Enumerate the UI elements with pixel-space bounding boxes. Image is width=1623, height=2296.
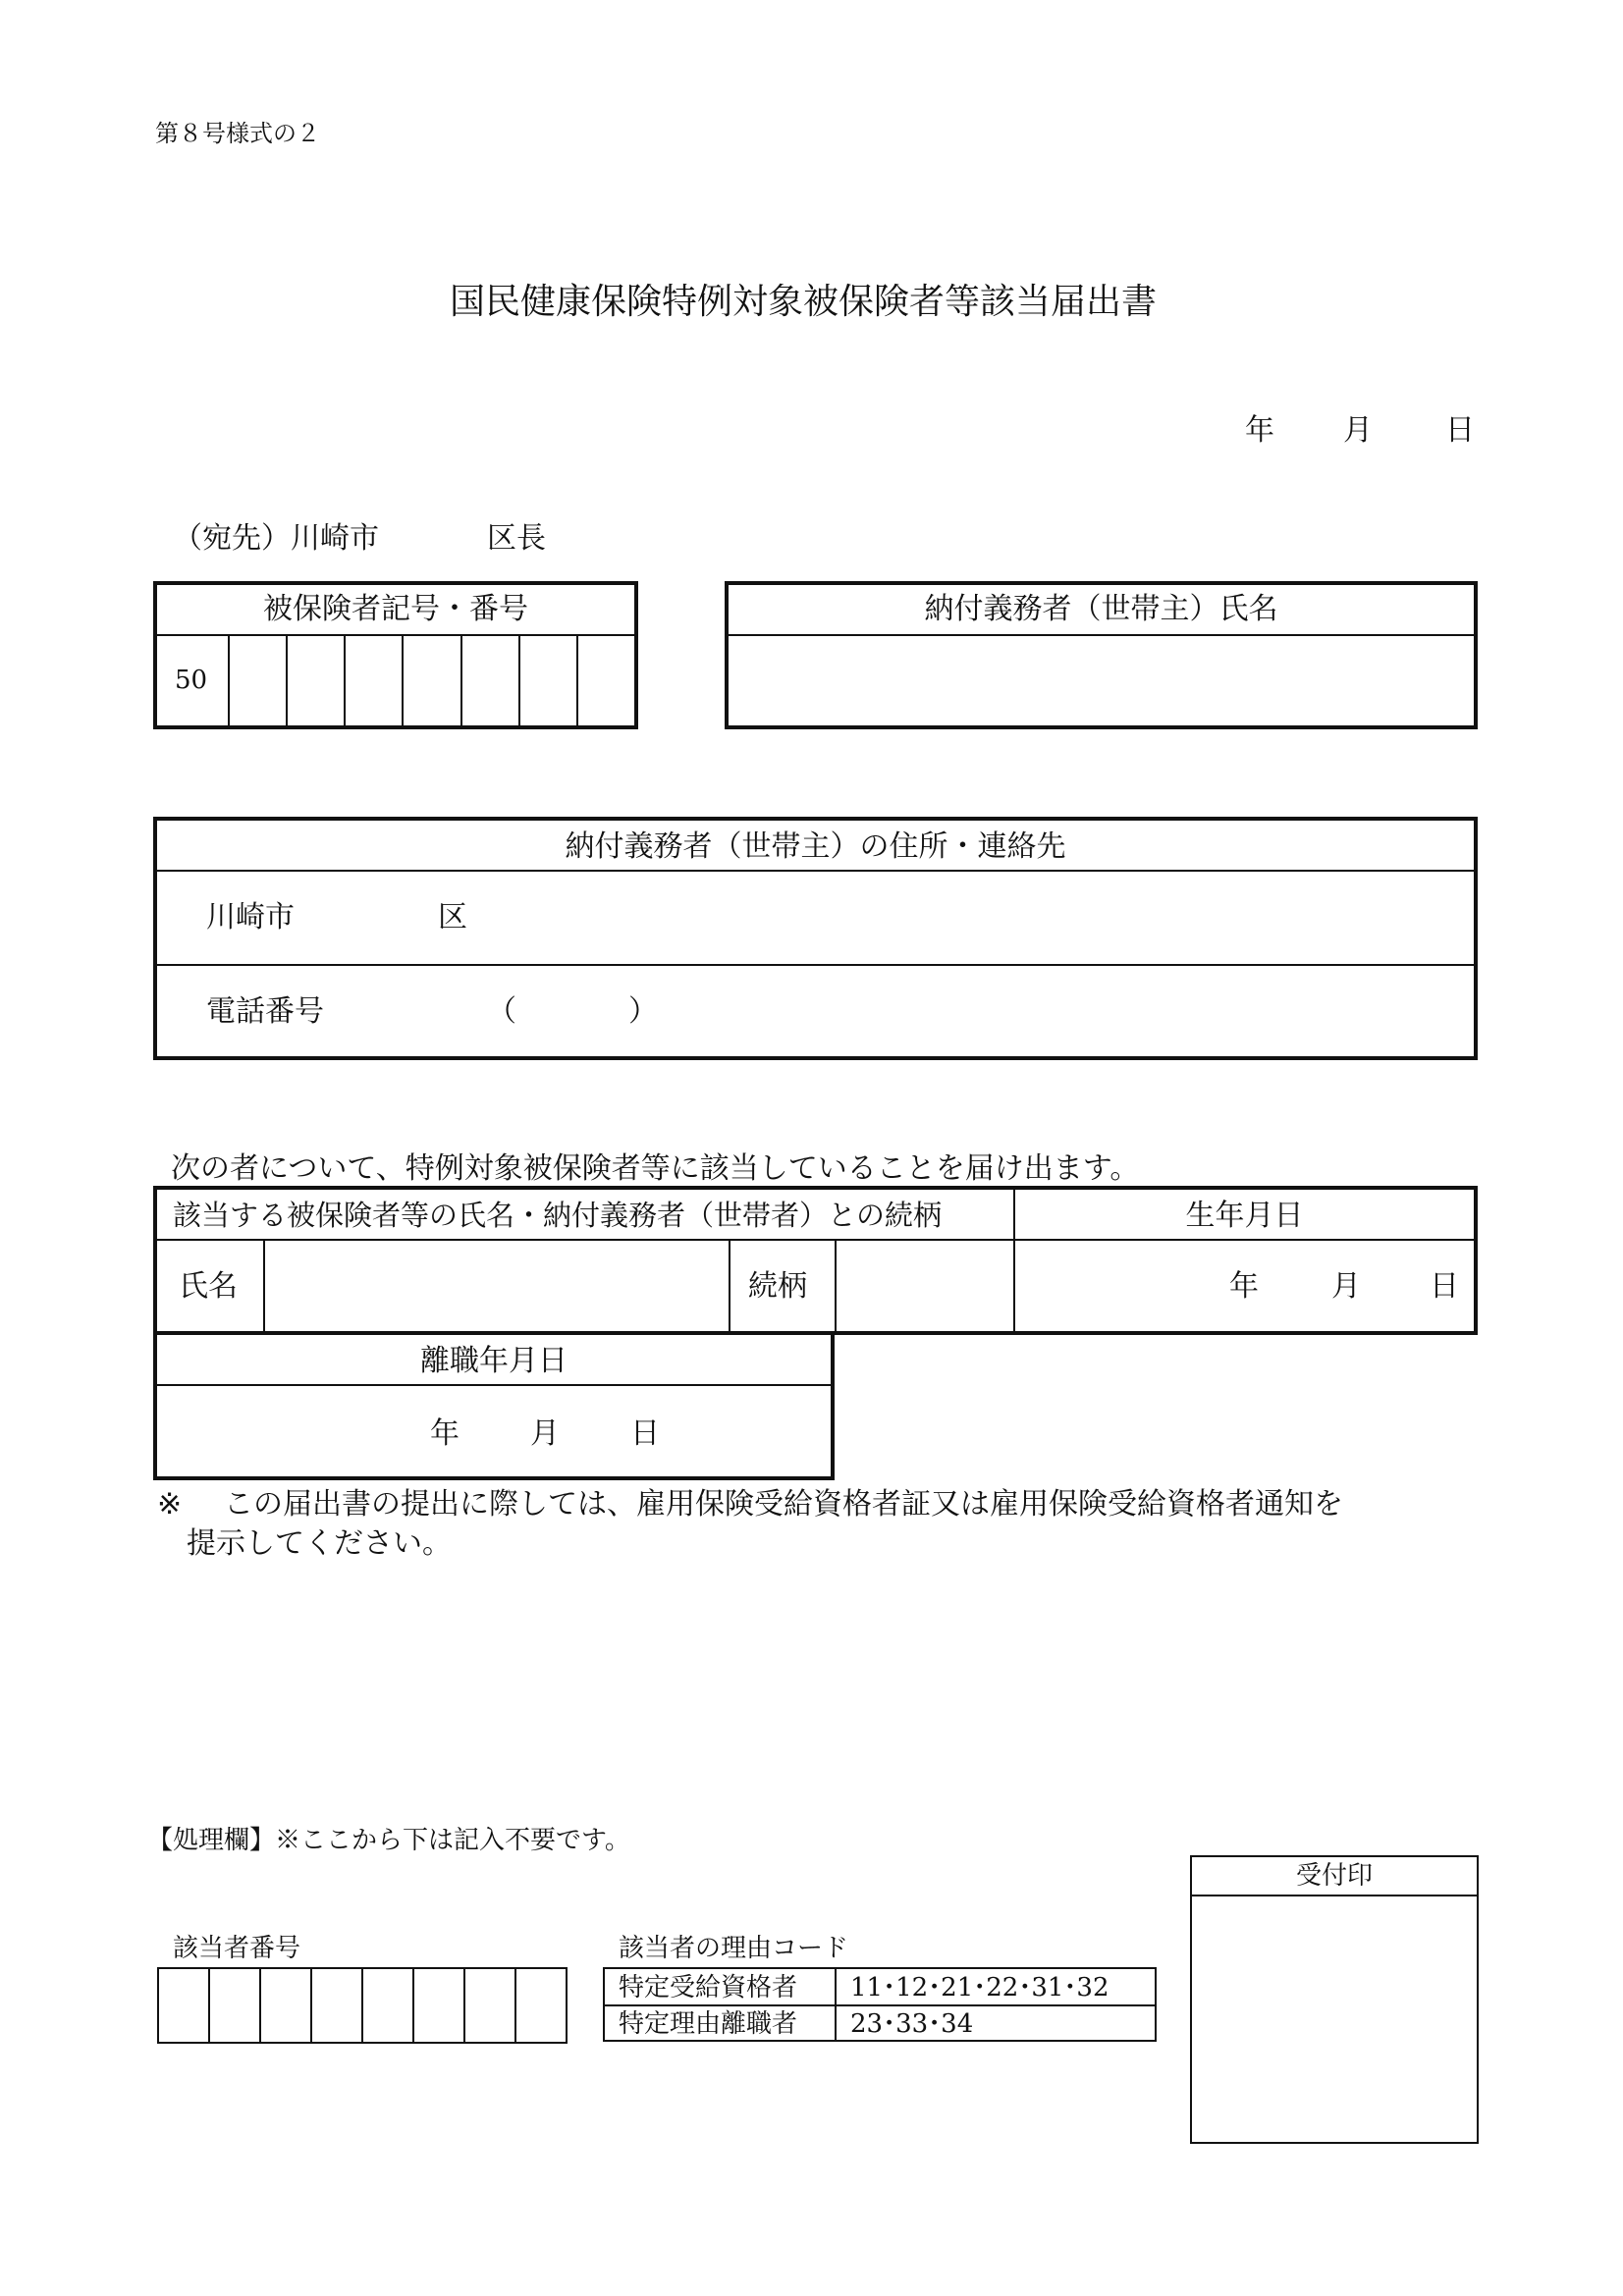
digit-cell[interactable] [230, 636, 286, 725]
reception-stamp-box [1190, 1855, 1479, 2144]
insured-number-digits[interactable] [230, 636, 634, 725]
applicant-digit-cell[interactable] [463, 1969, 514, 2042]
applicant-digit-cell[interactable] [159, 1969, 208, 2042]
separation-header: 離職年月日 [420, 1344, 568, 1378]
reason-label-specific-eligible: 特定受給資格者 [619, 1973, 798, 2002]
payer-name-header: 納付義務者（世帯主）氏名 [924, 592, 1278, 626]
phone-open-paren: （ [487, 994, 516, 1029]
digit-cell[interactable] [286, 636, 344, 725]
form-number: 第８号様式の２ [155, 120, 320, 147]
phone-close-paren: ） [628, 994, 658, 1029]
note-mark: ※ [157, 1487, 183, 1522]
insured-number-prefix: 50 [175, 666, 208, 695]
addressee-suffix: 区長 [487, 521, 546, 556]
birth-date-header: 生年月日 [1185, 1199, 1304, 1233]
person-table-header: 該当する被保険者等の氏名・納付義務者（世帯者）との続柄 [173, 1199, 943, 1232]
applicant-digit-cell[interactable] [208, 1969, 259, 2042]
note-line-1: この届出書の提出に際しては、雇用保険受給資格者証又は雇用保険受給資格者通知を [224, 1487, 1343, 1522]
statement-text: 次の者について、特例対象被保険者等に該当していることを届け出ます。 [171, 1151, 1140, 1186]
note-line-2: 提示してください。 [187, 1526, 452, 1561]
addressee-prefix: （宛先）川崎市 [173, 521, 379, 556]
processing-header: 【処理欄】※ここから下は記入不要です。 [147, 1826, 630, 1855]
payer-name-box [725, 581, 1478, 729]
applicant-digit-cell[interactable] [310, 1969, 361, 2042]
address-ward: 区 [438, 900, 467, 934]
digit-cell[interactable] [518, 636, 576, 725]
reception-stamp-label: 受付印 [1295, 1861, 1373, 1891]
reason-code-table [603, 1967, 1157, 2042]
page-title: 国民健康保険特例対象被保険者等該当届出書 [450, 282, 1158, 322]
payer-address-box [153, 817, 1478, 1060]
name-label: 氏名 [179, 1269, 238, 1304]
applicant-digit-cell[interactable] [514, 1969, 566, 2042]
payer-address-header: 納付義務者（世帯主）の住所・連絡先 [565, 829, 1066, 864]
applicant-digit-cell[interactable] [412, 1969, 463, 2042]
digit-cell[interactable] [402, 636, 460, 725]
birth-day-label: 日 [1430, 1269, 1459, 1304]
phone-label: 電話番号 [206, 994, 324, 1029]
birth-year-label: 年 [1229, 1269, 1259, 1304]
digit-cell[interactable] [344, 636, 402, 725]
birth-month-label: 月 [1331, 1269, 1361, 1304]
relation-label: 続柄 [748, 1269, 807, 1304]
separation-date-box [153, 1331, 835, 1480]
reason-codes-specific-eligible: 11･12･21･22･31･32 [850, 1973, 1109, 2002]
applicant-number-label: 該当者番号 [173, 1934, 301, 1963]
applicant-digit-cell[interactable] [259, 1969, 310, 2042]
applicant-digit-cell[interactable] [361, 1969, 412, 2042]
applicant-number-grid [157, 1967, 568, 2044]
separation-day-label: 日 [630, 1416, 660, 1451]
date-year-label: 年 [1245, 413, 1274, 448]
separation-month-label: 月 [530, 1416, 560, 1451]
digit-cell[interactable] [460, 636, 518, 725]
address-city: 川崎市 [206, 900, 295, 934]
insured-number-box [153, 581, 638, 729]
reason-label-specific-separation: 特定理由離職者 [619, 2009, 798, 2039]
digit-cell[interactable] [576, 636, 634, 725]
reason-codes-specific-separation: 23･33･34 [850, 2009, 974, 2039]
person-table [153, 1186, 1478, 1335]
insured-number-header: 被保険者記号・番号 [263, 592, 528, 626]
separation-year-label: 年 [430, 1416, 460, 1451]
date-day-label: 日 [1445, 413, 1475, 448]
date-month-label: 月 [1343, 413, 1373, 448]
reason-code-label: 該当者の理由コード [619, 1934, 849, 1963]
